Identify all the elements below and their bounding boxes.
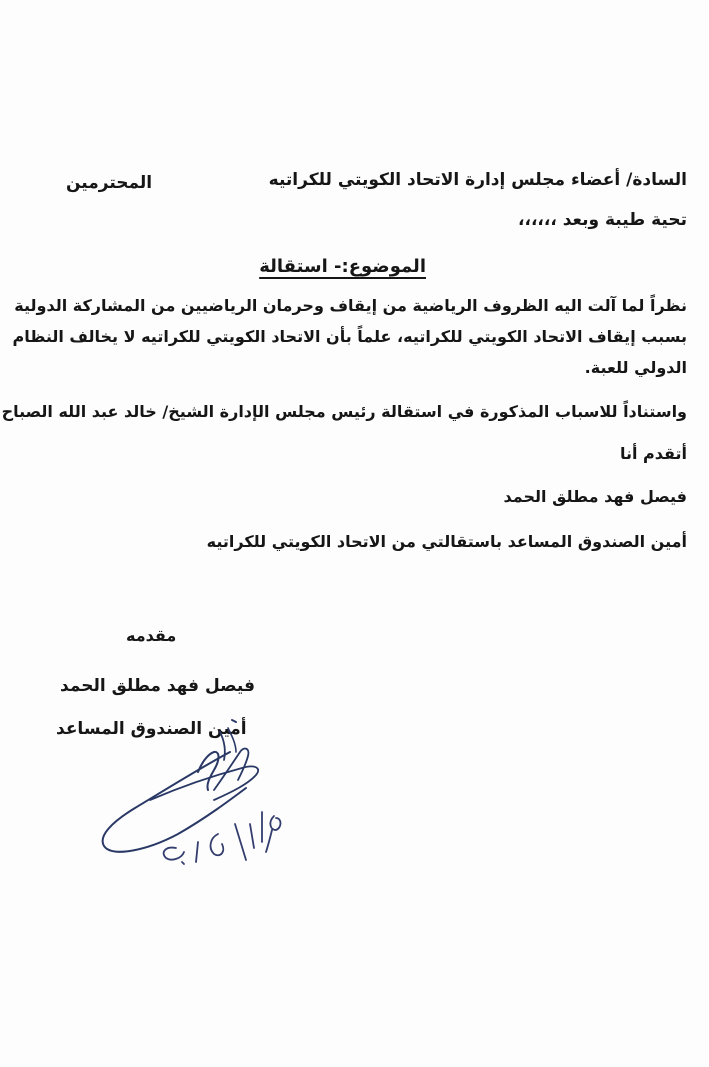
addressee-line: السادة/ أعضاء مجلس إدارة الاتحاد الكويتي للكراتيه [268, 170, 687, 190]
paragraph-2-name: فيصل فهد مطلق الحمد [503, 487, 687, 506]
paragraph-2-line-1: واستناداً للاسباب المذكورة في استقالة رئيس مجلس الإدارة الشيخ/ خالد عبد الله الصباح [1, 402, 687, 421]
paragraph-1-line-3: الدولي للعبة. [584, 358, 687, 377]
subject-heading: الموضوع:- استقالة [259, 256, 426, 277]
submitter-name: فيصل فهد مطلق الحمد [60, 676, 255, 696]
honorific: المحترمين [66, 173, 153, 193]
submitted-by-label: مقدمه [126, 626, 177, 645]
submitter-title: أمين الصندوق المساعد [56, 719, 247, 739]
paragraph-1-line-2: بسبب إيقاف الاتحاد الكويتي للكراتيه، علماً بأن الاتحاد الكويتي للكراتيه لا يخالف النظام [12, 327, 687, 346]
paragraph-2-line-4: أمين الصندوق المساعد باستقالتي من الاتحاد الكويتي للكراتيه [206, 532, 687, 551]
paragraph-2-line-2: أتقدم أنا [619, 444, 687, 463]
paragraph-1-line-1: نظراً لما آلت اليه الظروف الرياضية من إيقاف وحرمان الرياضيين من المشاركة الدولية [14, 296, 687, 315]
greeting: تحية طيبة وبعد ،،،،،، [518, 210, 687, 230]
